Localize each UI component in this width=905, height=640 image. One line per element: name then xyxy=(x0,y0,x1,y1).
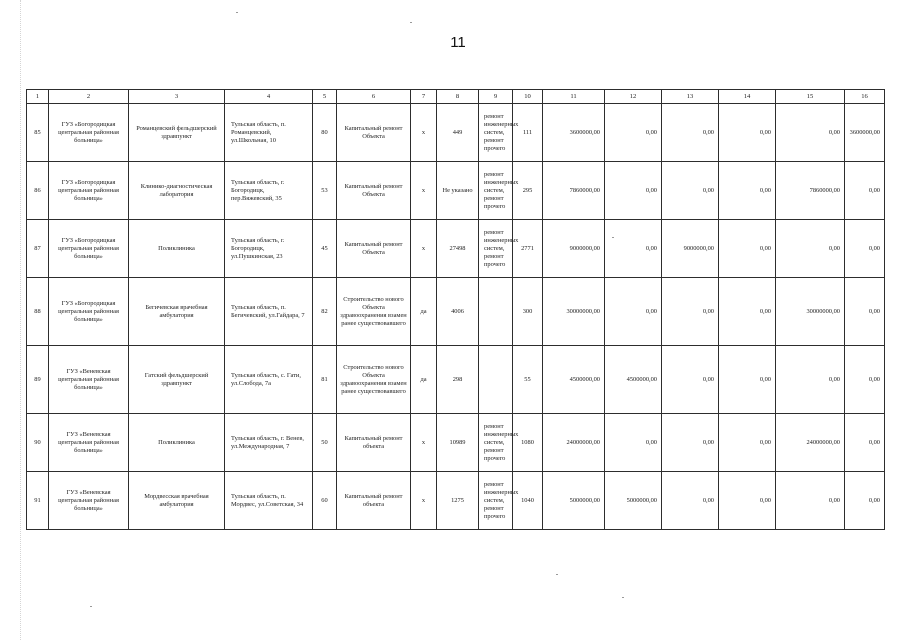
scan-speck xyxy=(612,237,614,238)
table-cell-col-12: 0,00 xyxy=(605,220,662,278)
table-cell-col-9 xyxy=(479,346,513,414)
table-cell-col-15: 0,00 xyxy=(776,472,845,530)
table-cell-col-14: 0,00 xyxy=(719,162,776,220)
table-cell-col-3: Гатский фельдшерский здравпункт xyxy=(129,346,225,414)
table-cell-col-3: Романцевский фельдшерский здравпункт xyxy=(129,104,225,162)
column-header: 8 xyxy=(437,90,479,104)
table-cell-col-15: 7860000,00 xyxy=(776,162,845,220)
column-header: 11 xyxy=(543,90,605,104)
table-cell-col-13: 0,00 xyxy=(662,414,719,472)
table-cell-col-6: Строительство нового Объекта здравоохранения взамен ранее существовавшего xyxy=(337,278,411,346)
table-cell-col-10: 55 xyxy=(513,346,543,414)
table-cell-col-7: х xyxy=(411,472,437,530)
table-cell-col-15: 0,00 xyxy=(776,104,845,162)
table-cell-col-6: Капитальный ремонт Объекта xyxy=(337,220,411,278)
table-cell-col-14: 0,00 xyxy=(719,346,776,414)
column-header: 3 xyxy=(129,90,225,104)
table-cell-col-2: ГУЗ «Богородицкая центральная районная больница» xyxy=(49,104,129,162)
table-cell-col-14: 0,00 xyxy=(719,414,776,472)
column-header: 1 xyxy=(27,90,49,104)
table-cell-col-14: 0,00 xyxy=(719,472,776,530)
table-cell-col-9: ремонт инженерных систем, ремонт прочего xyxy=(479,472,513,530)
table-cell-col-9: ремонт инженерных систем, ремонт прочего xyxy=(479,414,513,472)
table-cell-col-16: 0,00 xyxy=(845,346,885,414)
table-cell-col-5: 80 xyxy=(313,104,337,162)
table-cell-col-6: Капитальный ремонт объекта xyxy=(337,472,411,530)
table-cell-col-11: 5000000,00 xyxy=(543,472,605,530)
table-cell-col-13: 0,00 xyxy=(662,472,719,530)
table-cell-col-11: 9000000,00 xyxy=(543,220,605,278)
table-cell-col-3: Поликлиника xyxy=(129,220,225,278)
column-header: 9 xyxy=(479,90,513,104)
table-cell-col-1: 89 xyxy=(27,346,49,414)
table-cell-col-5: 81 xyxy=(313,346,337,414)
table-cell-col-16: 0,00 xyxy=(845,278,885,346)
table-cell-col-13: 0,00 xyxy=(662,346,719,414)
table-cell-col-1: 91 xyxy=(27,472,49,530)
table-row xyxy=(27,104,885,162)
table-cell-col-5: 45 xyxy=(313,220,337,278)
column-header: 12 xyxy=(605,90,662,104)
column-header: 5 xyxy=(313,90,337,104)
table-cell-col-8: 4006 xyxy=(437,278,479,346)
table-cell-col-4: Тульская область, с. Гати, ул.Слобода, 7а xyxy=(225,346,313,414)
table-row xyxy=(27,414,885,472)
table-cell-col-2: ГУЗ «Веневская центральная районная больница» xyxy=(49,346,129,414)
table-cell-col-12: 0,00 xyxy=(605,414,662,472)
column-header: 4 xyxy=(225,90,313,104)
table-cell-col-6: Строительство нового Объекта здравоохранения взамен ранее существовавшего xyxy=(337,346,411,414)
table-cell-col-14: 0,00 xyxy=(719,220,776,278)
table-cell-col-10: 1080 xyxy=(513,414,543,472)
column-header: 15 xyxy=(776,90,845,104)
table-cell-col-10: 2771 xyxy=(513,220,543,278)
table-cell-col-1: 90 xyxy=(27,414,49,472)
table-cell-col-3: Бегичевская врачебная амбулатория xyxy=(129,278,225,346)
table-cell-col-13: 0,00 xyxy=(662,278,719,346)
table-cell-col-15: 0,00 xyxy=(776,220,845,278)
table-cell-col-10: 1040 xyxy=(513,472,543,530)
table-cell-col-1: 88 xyxy=(27,278,49,346)
page-number: 11 xyxy=(450,34,466,51)
table-cell-col-14: 0,00 xyxy=(719,104,776,162)
table-row xyxy=(27,278,885,346)
table-cell-col-6: Капитальный ремонт Объекта xyxy=(337,162,411,220)
table-cell-col-5: 50 xyxy=(313,414,337,472)
table-cell-col-8: Не указано xyxy=(437,162,479,220)
table-cell-col-2: ГУЗ «Богородицкая центральная районная больница» xyxy=(49,220,129,278)
table-row xyxy=(27,346,885,414)
table-row xyxy=(27,162,885,220)
table-cell-col-16: 3600000,00 xyxy=(845,104,885,162)
table-cell-col-6: Капитальный ремонт объекта xyxy=(337,414,411,472)
table-cell-col-4: Тульская область, г. Богородицк, пер.Вяжевский, 35 xyxy=(225,162,313,220)
table-cell-col-11: 7860000,00 xyxy=(543,162,605,220)
table-cell-col-8: 1275 xyxy=(437,472,479,530)
table-cell-col-15: 24000000,00 xyxy=(776,414,845,472)
table-cell-col-10: 300 xyxy=(513,278,543,346)
table-cell-col-10: 111 xyxy=(513,104,543,162)
table-cell-col-8: 10989 xyxy=(437,414,479,472)
table-cell-col-13: 0,00 xyxy=(662,104,719,162)
column-header: 16 xyxy=(845,90,885,104)
table-cell-col-11: 30000000,00 xyxy=(543,278,605,346)
table-cell-col-13: 0,00 xyxy=(662,162,719,220)
table-cell-col-3: Мордвесская врачебная амбулатория xyxy=(129,472,225,530)
column-header: 6 xyxy=(337,90,411,104)
table-cell-col-8: 27498 xyxy=(437,220,479,278)
table-cell-col-9: ремонт инженерных систем, ремонт прочего xyxy=(479,162,513,220)
table-cell-col-11: 24000000,00 xyxy=(543,414,605,472)
table-cell-col-1: 85 xyxy=(27,104,49,162)
table-cell-col-11: 4500000,00 xyxy=(543,346,605,414)
table-cell-col-16: 0,00 xyxy=(845,414,885,472)
table-cell-col-9 xyxy=(479,278,513,346)
table-cell-col-14: 0,00 xyxy=(719,278,776,346)
table-cell-col-12: 4500000,00 xyxy=(605,346,662,414)
table-cell-col-12: 0,00 xyxy=(605,104,662,162)
table-cell-col-13: 9000000,00 xyxy=(662,220,719,278)
table-cell-col-7: да xyxy=(411,346,437,414)
table-cell-col-9: ремонт инженерных систем, ремонт прочего xyxy=(479,220,513,278)
table-cell-col-5: 60 xyxy=(313,472,337,530)
table-cell-col-8: 298 xyxy=(437,346,479,414)
table-cell-col-11: 3600000,00 xyxy=(543,104,605,162)
table-cell-col-2: ГУЗ «Богородицкая центральная районная больница» xyxy=(49,162,129,220)
table-cell-col-6: Капитальный ремонт Объекта xyxy=(337,104,411,162)
data-table xyxy=(26,89,885,530)
table-cell-col-5: 82 xyxy=(313,278,337,346)
table-cell-col-8: 449 xyxy=(437,104,479,162)
table-cell-col-7: х xyxy=(411,220,437,278)
table-cell-col-3: Поликлиника xyxy=(129,414,225,472)
table-cell-col-5: 53 xyxy=(313,162,337,220)
scan-speck xyxy=(622,597,624,598)
table-cell-col-10: 295 xyxy=(513,162,543,220)
column-header: 7 xyxy=(411,90,437,104)
table-cell-col-1: 86 xyxy=(27,162,49,220)
table-cell-col-2: ГУЗ «Богородицкая центральная районная больница» xyxy=(49,278,129,346)
scan-speck xyxy=(236,12,238,13)
table-cell-col-12: 0,00 xyxy=(605,278,662,346)
table-row xyxy=(27,220,885,278)
table-cell-col-9: ремонт инженерных систем, ремонт прочего xyxy=(479,104,513,162)
table-cell-col-3: Клинико-диагностическая лаборатория xyxy=(129,162,225,220)
column-header: 14 xyxy=(719,90,776,104)
table-cell-col-1: 87 xyxy=(27,220,49,278)
column-header: 13 xyxy=(662,90,719,104)
column-header: 2 xyxy=(49,90,129,104)
table-cell-col-7: х xyxy=(411,414,437,472)
table-row xyxy=(27,472,885,530)
table-cell-col-2: ГУЗ «Веневская центральная районная больница» xyxy=(49,414,129,472)
table-cell-col-4: Тульская область, г. Венев, ул.Международная, 7 xyxy=(225,414,313,472)
table-cell-col-16: 0,00 xyxy=(845,220,885,278)
table-cell-col-7: да xyxy=(411,278,437,346)
scan-speck xyxy=(410,22,412,23)
table-cell-col-4: Тульская область, п. Мордвес, ул.Советская, 34 xyxy=(225,472,313,530)
table-cell-col-4: Тульская область, п. Бегичевский, ул.Гайдара, 7 xyxy=(225,278,313,346)
table-cell-col-7: х xyxy=(411,104,437,162)
table-header-row xyxy=(27,90,885,104)
table-cell-col-15: 30000000,00 xyxy=(776,278,845,346)
table-cell-col-12: 5000000,00 xyxy=(605,472,662,530)
table-cell-col-12: 0,00 xyxy=(605,162,662,220)
scan-speck xyxy=(90,606,92,607)
table-cell-col-4: Тульская область, г. Богородицк, ул.Пушкинская, 23 xyxy=(225,220,313,278)
table-cell-col-16: 0,00 xyxy=(845,162,885,220)
table-cell-col-15: 0,00 xyxy=(776,346,845,414)
scan-edge-line xyxy=(20,0,21,640)
table-cell-col-7: х xyxy=(411,162,437,220)
column-header: 10 xyxy=(513,90,543,104)
table-cell-col-16: 0,00 xyxy=(845,472,885,530)
scan-speck xyxy=(556,574,558,575)
table-cell-col-2: ГУЗ «Веневская центральная районная больница» xyxy=(49,472,129,530)
table-cell-col-4: Тульская область, п. Романцевский, ул.Школьная, 10 xyxy=(225,104,313,162)
